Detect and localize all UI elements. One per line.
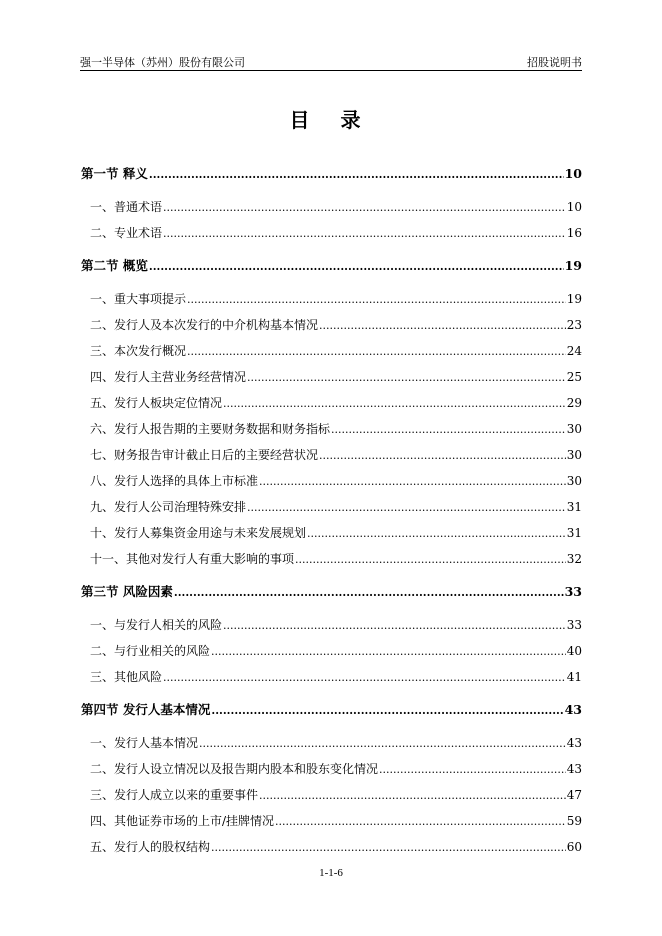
toc-entry-page-number: 59 [566,814,582,828]
toc-entry-page-number: 10 [564,166,582,181]
toc-dot-leader [223,395,566,409]
toc-entry-page-number: 19 [564,258,582,273]
toc-dot-leader [174,584,564,598]
toc-entry-label: 第三节 风险因素 [81,584,173,599]
toc-entry-label: 五、发行人的股权结构 [90,840,211,854]
toc-dot-leader [247,499,566,513]
toc-entry-label: 第四节 发行人基本情况 [81,702,211,717]
toc-dot-leader [379,761,566,775]
toc-entry-page-number: 31 [566,526,582,540]
toc-entry-page-number: 41 [566,670,582,684]
toc-entry-label: 三、发行人成立以来的重要事件 [90,788,259,802]
toc-entry-label: 第二节 概览 [81,258,148,273]
toc-dot-leader [163,199,566,213]
toc-item-entry[interactable] [81,783,582,803]
toc-item-entry[interactable] [81,195,582,215]
toc-entry-label: 一、重大事项提示 [90,292,187,306]
toc-item-entry[interactable] [81,521,582,541]
page-header [80,54,582,68]
toc-section-entry[interactable] [81,698,582,718]
toc-item-entry[interactable] [81,391,582,411]
toc-entry-label: 一、与发行人相关的风险 [90,618,223,632]
toc-dot-leader [149,258,564,272]
toc-entry-page-number: 43 [564,702,582,717]
toc-entry-label: 六、发行人报告期的主要财务数据和财务指标 [90,422,331,436]
toc-entry-page-number: 25 [566,370,582,384]
toc-item-entry[interactable] [81,313,582,333]
toc-entry-page-number: 31 [566,500,582,514]
toc-entry-label: 四、其他证券市场的上市/挂牌情况 [90,814,275,828]
toc-entry-page-number: 60 [566,840,582,854]
toc-dot-leader [163,669,566,683]
toc-item-entry[interactable] [81,443,582,463]
toc-entry-label: 五、发行人板块定位情况 [90,396,223,410]
toc-entry-page-number: 43 [566,736,582,750]
toc-item-entry[interactable] [81,613,582,633]
toc-item-entry[interactable] [81,417,582,437]
toc-dot-leader [149,166,564,180]
toc-dot-leader [211,643,566,657]
header-company-name: 强一半导体（苏州）股份有限公司 [80,56,245,69]
toc-item-entry[interactable] [81,757,582,777]
toc-item-entry[interactable] [81,339,582,359]
toc-dot-leader [223,617,566,631]
toc-dot-leader [295,551,566,565]
toc-dot-leader [247,369,566,383]
toc-item-entry[interactable] [81,809,582,829]
toc-dot-leader [259,473,566,487]
toc-item-entry[interactable] [81,547,582,567]
toc-entry-label: 九、发行人公司治理特殊安排 [90,500,247,514]
toc-entry-label: 第一节 释义 [81,166,148,181]
toc-item-entry[interactable] [81,495,582,515]
toc-item-entry[interactable] [81,221,582,241]
toc-entry-page-number: 24 [566,344,582,358]
toc-entry-label: 十一、其他对发行人有重大影响的事项 [90,552,295,566]
toc-item-entry[interactable] [81,835,582,855]
toc-entry-page-number: 33 [566,618,582,632]
toc-entry-label: 二、发行人及本次发行的中介机构基本情况 [90,318,319,332]
toc-entry-label: 四、发行人主营业务经营情况 [90,370,247,384]
toc-entry-label: 七、财务报告审计截止日后的主要经营状况 [90,448,319,462]
toc-entry-page-number: 47 [566,788,582,802]
toc-entry-page-number: 23 [566,318,582,332]
toc-dot-leader [187,343,566,357]
toc-entry-page-number: 16 [566,226,582,240]
toc-dot-leader [331,421,566,435]
toc-entry-page-number: 19 [566,292,582,306]
toc-entry-page-number: 33 [564,584,582,599]
toc-item-entry[interactable] [81,639,582,659]
toc-entry-label: 十、发行人募集资金用途与未来发展规划 [90,526,307,540]
toc-section-entry[interactable] [81,162,582,182]
toc-entry-page-number: 40 [566,644,582,658]
toc-entry-page-number: 29 [566,396,582,410]
toc-entry-label: 二、与行业相关的风险 [90,644,211,658]
toc-entry-label: 二、专业术语 [90,226,163,240]
toc-entry-page-number: 10 [566,200,582,214]
toc-entry-label: 三、本次发行概况 [90,344,187,358]
toc-entry-page-number: 30 [566,448,582,462]
page-number: 1-1-6 [319,867,343,879]
toc-dot-leader [319,447,566,461]
toc-dot-leader [307,525,566,539]
toc-item-entry[interactable] [81,665,582,685]
page-title: 目 录 [289,108,373,132]
header-divider [80,70,582,71]
toc-dot-leader [187,291,566,305]
toc-dot-leader [275,813,566,827]
toc-entry-page-number: 30 [566,422,582,436]
toc-dot-leader [211,702,563,716]
header-document-type: 招股说明书 [527,56,582,69]
toc-entry-label: 八、发行人选择的具体上市标准 [90,474,259,488]
toc-dot-leader [259,787,566,801]
toc-dot-leader [163,225,566,239]
toc-item-entry[interactable] [81,287,582,307]
toc-item-entry[interactable] [81,731,582,751]
toc-dot-leader [199,735,566,749]
toc-item-entry[interactable] [81,365,582,385]
toc-entry-label: 三、其他风险 [90,670,163,684]
toc-entry-page-number: 32 [566,552,582,566]
toc-entry-label: 一、普通术语 [90,200,163,214]
toc-dot-leader [319,317,566,331]
toc-entry-page-number: 43 [566,762,582,776]
toc-item-entry[interactable] [81,469,582,489]
toc-entry-page-number: 30 [566,474,582,488]
toc-dot-leader [211,839,566,853]
toc-entry-label: 一、发行人基本情况 [90,736,199,750]
toc-section-entry[interactable] [81,254,582,274]
toc-section-entry[interactable] [81,580,582,600]
toc-entry-label: 二、发行人设立情况以及报告期内股本和股东变化情况 [90,762,379,776]
